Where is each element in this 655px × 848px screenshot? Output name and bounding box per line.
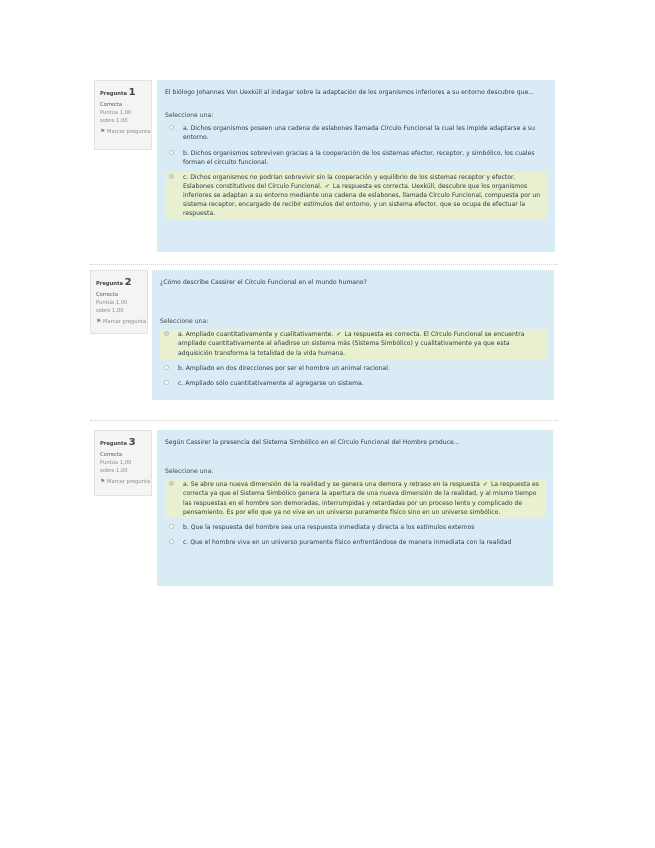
flag-question-button[interactable] (100, 127, 151, 136)
flag-icon: ⚑ (96, 317, 102, 325)
option-text: a. Se abre una nueva dimensión de la realidad y se genera una demora y retraso en la respuesta (183, 481, 480, 489)
flag-label: Marcar pregunta (107, 128, 151, 135)
question-text: El biólogo Johannes Von Uexküll al indagar sobre la adaptación de los organismos inferiores a su entorno descubre que... (165, 89, 534, 96)
question-label: Pregunta (96, 281, 123, 287)
question-state: Correcta (100, 101, 123, 108)
flag-label: Marcar pregunta (107, 478, 151, 485)
question-number: 2 (124, 277, 132, 288)
answer-option-b[interactable] (165, 148, 548, 168)
radio-icon[interactable] (164, 380, 169, 385)
question-number: 1 (128, 87, 136, 98)
question-info (94, 80, 152, 150)
question-info (90, 270, 148, 334)
question-content (157, 80, 555, 252)
check-icon: ✔ (482, 481, 488, 489)
question-content (157, 430, 553, 586)
flag-icon: ⚑ (100, 127, 106, 135)
question-number: 3 (128, 437, 136, 448)
answer-option-b[interactable] (165, 522, 546, 533)
option-text: b. Ampliado en dos direcciones por ser el hombre un animal racional. (178, 364, 390, 372)
answer-option-a[interactable] (160, 329, 547, 358)
question-grade: Puntúa 1,00 sobre 1,00 (100, 109, 132, 124)
option-text: a. Dichos organismos poseen una cadena de eslabones llamada Círculo Funcional la cual les impide adaptarse a su entorno. (183, 125, 535, 142)
divider (90, 264, 558, 265)
radio-icon[interactable] (169, 125, 174, 130)
radio-icon[interactable] (169, 150, 174, 155)
question-state: Correcta (96, 291, 119, 298)
answer-option-c[interactable] (165, 172, 548, 220)
divider (90, 420, 558, 421)
radio-icon[interactable] (169, 481, 174, 486)
radio-icon[interactable] (169, 524, 174, 529)
answer-option-c[interactable] (165, 537, 546, 548)
option-text: b. Que la respuesta del hombre sea una respuesta inmediata y directa a los estímulos externos (183, 523, 475, 531)
radio-icon[interactable] (164, 331, 169, 336)
answer-feedback: La respuesta es correcta. El Círculo Funcional se encuentra ampliado cuantitativamente al añadirse un sistema más (Sistema Simbólico) y cualitativamente ya que esta adquisición transforma la totalidad de la vida humana. (178, 331, 525, 357)
answer-option-a[interactable] (165, 479, 546, 518)
question-info (94, 430, 152, 496)
radio-icon[interactable] (169, 174, 174, 179)
answer-prompt: Seleccione una: (165, 112, 214, 120)
answer-prompt: Seleccione una: (165, 468, 214, 476)
flag-label: Marcar pregunta (103, 318, 147, 325)
radio-icon[interactable] (164, 365, 169, 370)
question-text: ¿Cómo describe Cassirer el Círculo Funcional en el mundo humano? (160, 279, 367, 286)
answer-prompt: Seleccione una: (160, 318, 209, 326)
check-icon: ✔ (336, 331, 342, 339)
question-content (152, 270, 554, 400)
option-text: c. Que el hombre viva en un universo puramente físico enfrentándose de manera inmediata con la realidad (183, 538, 512, 546)
answer-option-a[interactable] (165, 123, 548, 143)
check-icon: ✔ (324, 182, 330, 190)
answer-option-c[interactable] (160, 378, 547, 389)
option-text: b. Dichos organismos sobreviven gracias a la cooperación de los sistemas efector, receptor, y simbólico, los cuales forman el circuito funcional. (183, 149, 535, 166)
question-label: Pregunta (100, 91, 127, 97)
option-text: c. Ampliado sólo cuantitativamente al agregarse un sistema. (178, 379, 364, 387)
flag-question-button[interactable] (96, 317, 147, 326)
question-text: Según Cassirer la presencia del Sistema Simbólico en el Círculo Funcional del Hombre produce... (165, 439, 460, 446)
option-text: a. Ampliado cuantitativamente y cualitativamente. (178, 331, 334, 339)
flag-question-button[interactable] (100, 477, 151, 486)
question-grade: Puntúa 1,00 sobre 1,00 (100, 459, 132, 474)
radio-icon[interactable] (169, 539, 174, 544)
question-state: Correcta (100, 451, 123, 458)
answer-feedback: La respuesta es correcta. Uexküll, descubre que los organismos inferiores se adaptan a su entorno mediante una cadena de eslabones, llamada Círculo Funcional, compuesta por un sistema receptor, encargado de recibir estímulos del entorno, y un sistema efector, que se ocupa de efectuar la respuesta. (183, 182, 541, 218)
option-text: c. Dichos organismos no podrían sobrevivir sin la cooperación y equilibrio de los sistemas receptor y efector. Eslabones constitutivos del Círculo Funcional. (183, 173, 515, 190)
question-label: Pregunta (100, 441, 127, 447)
answer-option-b[interactable] (160, 363, 547, 374)
answer-feedback: La respuesta es correcta ya que el Sistema Simbólico genera la apertura de una nueva dimensión de la realidad, y al mismo tiempo las respuestas en el hombre son demoradas, interrumpidas y retardadas por un proceso lento y complicado de pensamiento. Es por ello que ya no vive en un universo puramente físico sino en un universo simbólico. (183, 481, 539, 516)
flag-icon: ⚑ (100, 477, 106, 485)
question-grade: Puntúa 1,00 sobre 1,00 (96, 299, 128, 314)
